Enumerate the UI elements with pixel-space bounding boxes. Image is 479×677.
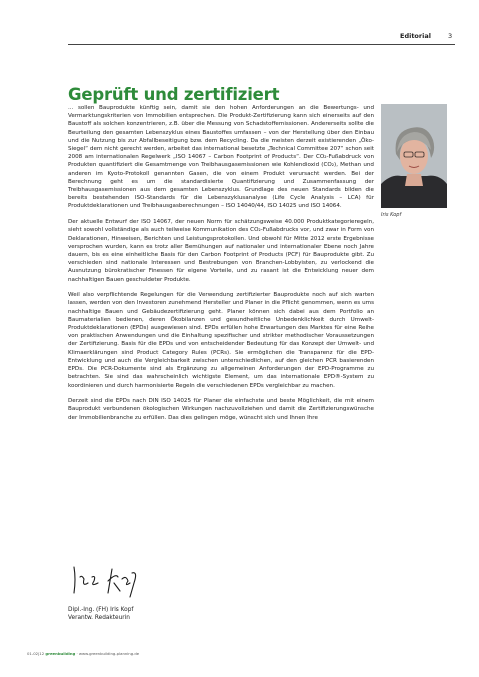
author-name: Dipl.-Ing. (FH) Iris Kopf <box>68 607 134 613</box>
section-header: Editorial <box>400 32 431 40</box>
paragraph: ... sollen Bauprodukte künftig sein, damit sie den hohen Anforderungen an die Bewertungs- und Vermarktungskriterien von Immobilien entsprechen. Die Produkt-Zertifizierung kann sich einerseits auf den Baustoff als solchen konzentrieren, z.B. über die Messung von Schadstoffemissionen. Andererseits sollte die Beurteilung den gesamten Lebenszyklus eines Baustoffes umfassen – von der Herstellung über den Einbau und die Nutzung bis zur Abfallbeseitigung bzw. dem Recycling. Da die meisten derzeit existierenden „Öko-Siegel“ dem nicht gerecht werden, arbeitet das international besetzte „Technical Committee 207“ schon seit 2008 am internationalen Regelwerk „ISO 14067 – Carbon Footprint of Products“. Der CO₂-Fußabdruck von Produkten quantifiziert die Gesamtmenge von Treibhausgasemissionen wie Kohlendioxid (CO₂), Methan und anderen im Kyoto-Protokoll genannten Gasen, die von einem Produkt verursacht werden. Bei der Berechnung geht es um die standardisierte Quantifizierung und Zusammenfassung der Treibhausgasemissionen aus dem gesamten Lebenszyklus. Grundlage des neuen Standards bilden die bereits bestehenden ISO-Standards für die Lebenszyklusanalyse (Life Cycle Analysis – LCA) für Produktdeklarationen und Treibhausgasberechnungen – ISO 14040/44, ISO 14025 und ISO 14064. <box>68 105 374 210</box>
photo-caption: Iris Kopf <box>381 212 402 218</box>
footer-issue: 01-02|12 <box>27 651 45 656</box>
footer-website: · www.greenbuilding-planning.de <box>76 651 140 656</box>
portrait-illustration <box>381 104 447 208</box>
header-rule <box>68 44 455 45</box>
author-portrait <box>381 104 447 208</box>
author-role: Verantw. Redakteurin <box>68 615 130 622</box>
page-footer <box>27 651 139 656</box>
paragraph: Weil also verpflichtende Regelungen für die Verwendung zertifizierter Bauprodukte noch auf sich warten lassen, werden von den Investoren zunehmend Hersteller und Planer in die Pflicht genommen, wenn es ums nachhaltige Bauen und Gebäudezertifizierung geht. Planer können sich dabei aus dem Portfolio an Baumaterialien bedienen, deren Ökobilanzen und gesundheitliche Unbedenklichkeit durch Umwelt-Produktdeklarationen (EPDs) ausgewiesen sind. EPDs erfüllen hohe Erwartungen des Marktes für eine Reihe von praktischen Anwendungen und die Einhaltung spezifischer und strikter methodischer Voraussetzungen der Zertifizierung. Basis für die EPDs und von entscheidender Bedeutung für das Konzept der Umwelt- und Klimaerklärungen sind Product Category Rules (PCRs). Sie ermöglichen die Transparenz für die EPD-Entwicklung und auch die Vergleichbarkeit zwischen unterschiedlichen, auf den gleichen PCR basierenden EPDs. Die PCR-Dokumente sind als Ergänzung zu allgemeinen Anforderungen der EPD-Programme zu betrachten. Sie sind das wahrscheinlich wichtigste Element, um das internationale EPD®-System zu koordinieren und durch harmonisierte Regeln die verschiedenen EPDs vergleichbar zu machen. <box>68 292 374 389</box>
signature-block <box>68 606 133 622</box>
footer-brand: greenbuilding <box>45 651 76 656</box>
paragraph: Derzeit sind die EPDs nach DIN ISO 14025 für Planer die einfachste und beste Möglichkeit, die mit einem Bauprodukt verbundenen ökologischen Wirkungen nachzuvollziehen und damit die Zertifizierungswünsche der Immobilienbranche zu erfüllen. Das dies gelingen möge, wünscht sich und Ihnen Ihre <box>68 398 374 421</box>
paragraph: Der aktuelle Entwurf der ISO 14067, der neuen Norm für schätzungsweise 40.000 Produktkategorieregeln, sieht sowohl vollständige als auch teilweise Kommunikation des CO₂-Fußabdrucks vor, und zwar in Form von Deklarationen, Hinweisen, Berichten und Leistungsprotokollen. Und obwohl für Mitte 2012 erste Ergebnisse versprochen wurden, kann es trotz aller Bemühungen auf nationaler und internationaler Ebene noch Jahre dauern, bis es eine einheitliche Basis für den Carbon Footprint of Products (PCF) für Bauprodukte gibt. Zu verschieden sind nationale Interessen und Bestrebungen von Branchen-Lobbyisten, zu verlockend die Ausnutzung bürokratischer Finessen für eigene Vorteile, und zu rasant ist die Entwicklung neuer dem nachhaltigen Bauen geschuldeter Produkte. <box>68 219 374 283</box>
article-body <box>68 104 374 429</box>
page-number: 3 <box>448 32 453 40</box>
article-title: Geprüft und zertifiziert <box>68 85 280 105</box>
handwritten-signature <box>68 563 140 599</box>
